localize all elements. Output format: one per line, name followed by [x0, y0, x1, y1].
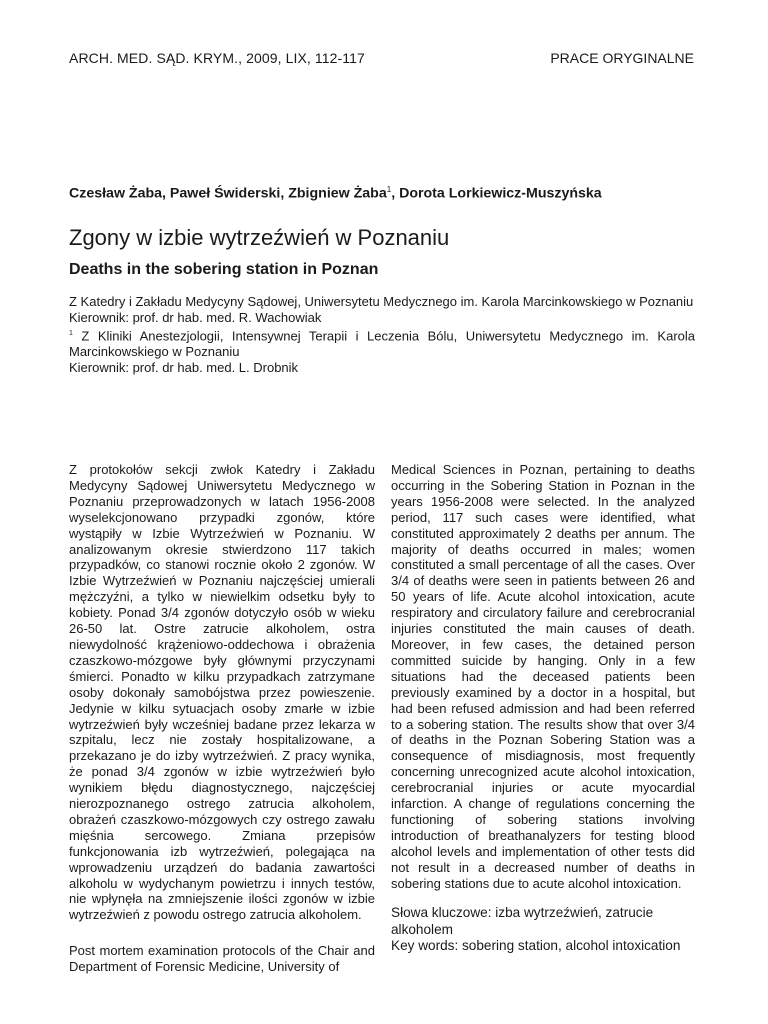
affiliation-2-text: Z Kliniki Anestezjologii, Intensywnej Terapii i Leczenia Bólu, Uniwersytetu Medycznego im. Karola Marcinkowskiego w Poznaniu: [69, 327, 695, 359]
journal-citation: ARCH. MED. SĄD. KRYM., 2009, LIX, 112-117: [69, 50, 365, 66]
affiliation-2: [69, 326, 695, 360]
author-list: [69, 185, 602, 202]
affiliation-2-head: Kierownik: prof. dr hab. med. L. Drobnik: [69, 359, 299, 375]
abstract-english-start: Post mortem examination protocols of the Chair and Department of Forensic Medicine, University of: [69, 943, 375, 975]
title-polish: Zgony w izbie wytrzeźwień w Poznaniu: [69, 225, 450, 250]
right-column: [391, 462, 695, 955]
abstract-english-continued: Medical Sciences in Poznan, pertaining to deaths occurring in the Sobering Station in Poznan in the years 1956-2008 were selected. In the analyzed period, 117 such cases were identified, what constituted approximately 2 deaths per annum. The majority of deaths occurred in males; women constituted a small percentage of all the cases. Over 3/4 of deaths were seen in patients between 26 and 50 years of life. Acute alcohol intoxication, acute respiratory and circulatory failure and cerebrocranial injuries constituted the main causes of death. Moreover, in few cases, the detained person committed suicide by hanging. Only in a few situations had the deceased patients been previously examined by a doctor in a hospital, but had been refused admission and had been referred to a sobering station. The results show that over 3/4 of deaths in the Poznan Sobering Station was a consequence of misdiagnosis, most frequently concerning unrecognized acute alcohol intoxication, cerebrocranial injuries or acute myocardial infarction. A change of regulations concerning the functioning of sobering stations involving introduction of breathanalyzers for testing blood alcohol levels and implementation of other tests did not result in a decreased number of deaths in sobering stations due to acute alcohol intoxication.: [391, 462, 695, 891]
keywords-english: Key words: sobering station, alcohol intoxication: [391, 938, 681, 954]
author-affiliation-mark: 1: [386, 185, 392, 194]
section-label: PRACE ORYGINALNE: [550, 50, 694, 66]
left-column: [69, 462, 375, 975]
affiliation-2-mark: 1: [69, 329, 73, 337]
abstract-polish: Z protokołów sekcji zwłok Katedry i Zakładu Medycyny Sądowej Uniwersytetu Medycznego w Poznaniu przeprowadzonych w latach 1956-2008 wyselekcjonowano przypadki zgonów, które wystąpiły w Izbie Wytrzeźwień w Poznaniu. W analizowanym okresie stwierdzono 117 takich przypadków, co stanowi rocznie około 2 zgonów. W Izbie Wytrzeźwień w Poznaniu najczęściej umierali mężczyźni, a tylko w niewielkim odsetku były to kobiety. Ponad 3/4 zgonów dotyczyło osób w wieku 26-50 lat. Ostre zatrucie alkoholem, ostra niewydolność krążeniowo-oddechowa i obrażenia czaszkowo-mózgowe były głównymi przyczynami śmierci. Ponadto w kilku przypadkach zatrzymane osoby dokonały samobójstwa przez powieszenie. Jedynie w kilku sytuacjach osoby zmarłe w izbie wytrzeźwień były wcześniej badane przez lekarza w szpitalu, lecz nie zostały hospitalizowane, a przekazano je do izby wytrzeźwień. Z pracy wynika, że ponad 3/4 zgonów w izbie wytrzeźwień było wynikiem błędu diagnostycznego, najczęściej nierozpoznanego ostrego zatrucia alkoholem, obrażeń czaszkowo-mózgowych czy ostrego zawału mięśnia sercowego. Zmiana przepisów funkcjonowania izb wytrzeźwień, polegająca na wprowadzeniu urządzeń do badania zawartości alkoholu w wydychanym powietrzu i innych testów, nie wpłynęła na zmniejszenie ilości zgonów w izbie wytrzeźwień z powodu ostrego zatrucia alkoholem.: [69, 462, 375, 923]
affiliations: [69, 294, 695, 375]
authors-part-2: , Dorota Lorkiewicz-Muszyńska: [391, 185, 602, 202]
title-english: Deaths in the sobering station in Poznan: [69, 261, 379, 278]
affiliation-1: Z Katedry i Zakładu Medycyny Sądowej, Uniwersytetu Medycznego im. Karola Marcinkowskiego w Poznaniu: [69, 294, 694, 309]
keywords-polish: Słowa kluczowe: izba wytrzeźwień, zatrucie alkoholem: [391, 905, 654, 937]
affiliation-1-head: Kierownik: prof. dr hab. med. R. Wachowiak: [69, 309, 322, 325]
authors-part-1: Czesław Żaba, Paweł Świderski, Zbigniew Żaba: [69, 185, 387, 202]
